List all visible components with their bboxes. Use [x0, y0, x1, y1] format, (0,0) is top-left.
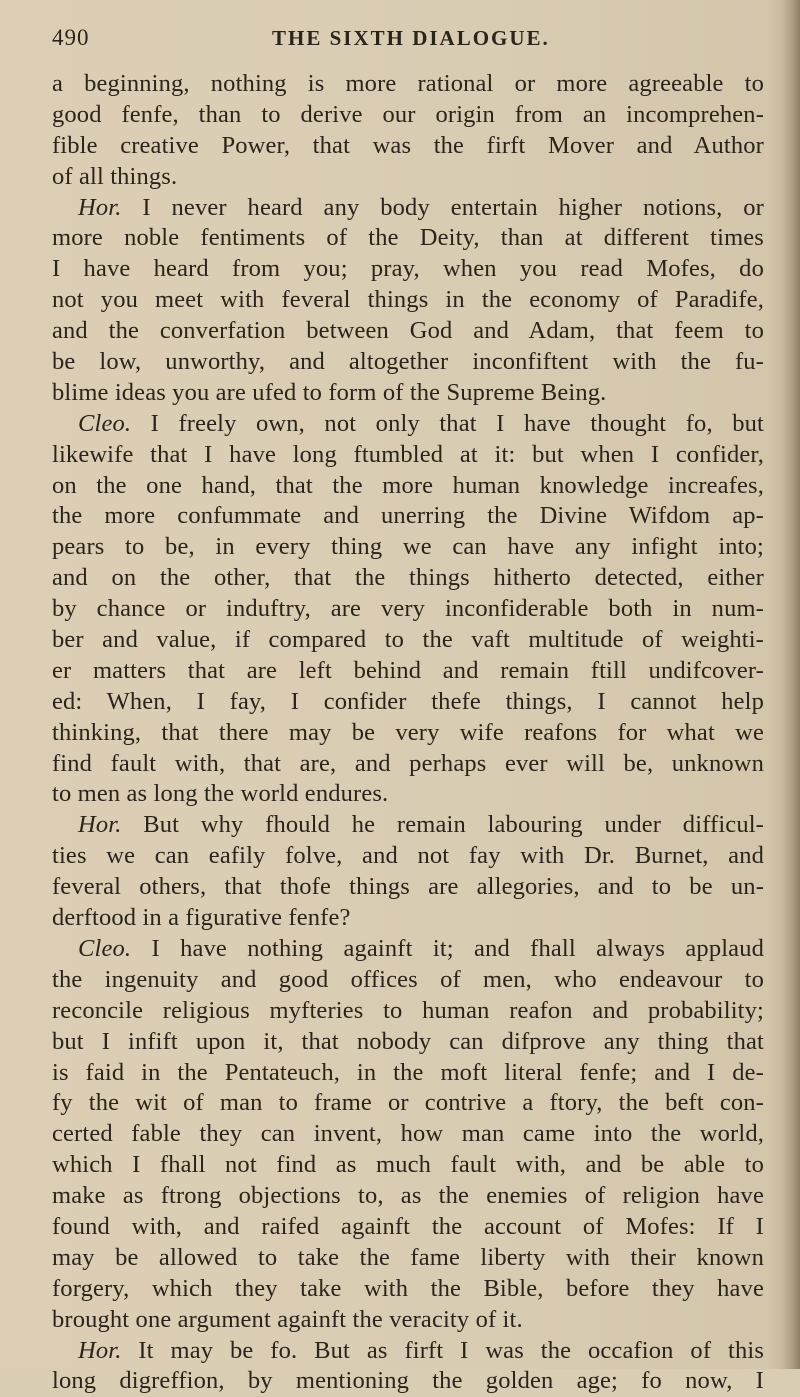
speaker-name: Hor.	[78, 811, 122, 839]
text-line	[52, 934, 764, 965]
text-line	[52, 409, 764, 440]
page-edge-shadow	[782, 0, 800, 1369]
line-text: and the converfation between God and Adam, that feem to	[52, 317, 764, 345]
text-line	[52, 100, 764, 131]
text-line	[52, 996, 764, 1027]
text-line	[52, 378, 764, 409]
line-text: blime ideas you are ufed to form of the Supreme Being.	[52, 378, 607, 406]
text-line	[52, 1305, 764, 1336]
line-text: I have heard from you; pray, when you read Mofes, do	[52, 255, 764, 283]
text-line	[52, 1274, 764, 1305]
text-line	[52, 749, 764, 780]
text-line	[52, 532, 764, 563]
line-text: I never heard any body entertain higher notions, or	[121, 193, 764, 221]
text-line	[52, 625, 764, 656]
line-text: forgery, which they take with the Bible, before they have	[52, 1274, 764, 1302]
line-text: ties we can eafily folve, and not fay with Dr. Burnet, and	[52, 842, 764, 870]
line-text: But why fhould he remain labouring under difficul-	[121, 811, 764, 839]
line-text: er matters that are left behind and remain ftill undifcover-	[52, 656, 764, 684]
text-line	[52, 718, 764, 749]
text-line	[52, 872, 764, 903]
text-line	[52, 841, 764, 872]
text-line	[52, 347, 764, 378]
line-text: brought one argument againft the veracity of it.	[52, 1305, 523, 1333]
text-line	[52, 223, 764, 254]
text-line	[52, 440, 764, 471]
text-line	[52, 1058, 764, 1089]
text-line	[52, 1027, 764, 1058]
text-line	[52, 501, 764, 532]
line-text: which I fhall not find as much fault with, and be able to	[52, 1151, 764, 1179]
line-text: is faid in the Pentateuch, in the moft literal fenfe; and I de-	[52, 1058, 764, 1086]
speaker-name: Cleo.	[78, 409, 132, 437]
line-text: ed: When, I fay, I confider thefe things, I cannot help	[52, 687, 764, 715]
line-text: be low, unworthy, and altogether inconfiftent with the fu-	[52, 348, 764, 376]
line-text: reconcile religious myfteries to human reafon and probability;	[52, 996, 764, 1024]
line-text: more noble fentiments of the Deity, than at different times	[52, 224, 764, 252]
text-line	[52, 69, 764, 100]
page-number: 490	[52, 25, 90, 50]
line-text: on the one hand, that the more human knowledge increafes,	[52, 471, 764, 499]
speaker-name: Hor.	[78, 193, 122, 221]
running-head	[52, 14, 752, 62]
line-text: feveral others, that thofe things are allegories, and to be un-	[52, 873, 764, 901]
text-line	[52, 965, 764, 996]
text-line	[52, 903, 764, 934]
text-line	[52, 1088, 764, 1119]
speaker-name: Cleo.	[78, 934, 132, 962]
line-text: of all things.	[52, 162, 178, 190]
line-text: ber and value, if compared to the vaft multitude of weighti-	[52, 626, 764, 654]
body-text	[52, 69, 764, 1397]
text-line	[52, 656, 764, 687]
text-line	[52, 1336, 764, 1367]
text-line	[52, 316, 764, 347]
text-line	[52, 1243, 764, 1274]
text-line	[52, 193, 764, 224]
line-text: long digreffion, by mentioning the golden age; fo now, I	[52, 1367, 764, 1395]
line-text: found with, and raifed againft the account of Mofes: If I	[52, 1212, 764, 1240]
line-text: the more confummate and unerring the Divine Wifdom ap-	[52, 502, 764, 530]
line-text: certed fable they can invent, how man came into the world,	[52, 1120, 764, 1148]
line-text: fible creative Power, that was the firft Mover and Author	[52, 131, 764, 159]
text-line	[52, 687, 764, 718]
line-text: It may be fo. But as firft I was the occafion of this	[121, 1336, 764, 1364]
line-text: fy the wit of man to frame or contrive a ftory, the beft con-	[52, 1089, 764, 1117]
text-line	[52, 254, 764, 285]
text-line	[52, 131, 764, 162]
text-line	[52, 1181, 764, 1212]
text-line	[52, 162, 764, 193]
line-text: good fenfe, than to derive our origin from an incomprehen-	[52, 100, 764, 128]
line-text: thinking, that there may be very wife reafons for what we	[52, 718, 764, 746]
line-text: but I infift upon it, that nobody can difprove any thing that	[52, 1027, 764, 1055]
line-text: may be allowed to take the fame liberty with their known	[52, 1243, 764, 1271]
line-text: to men as long the world endures.	[52, 780, 389, 808]
line-text: a beginning, nothing is more rational or more agreeable to	[52, 70, 764, 97]
line-text: find fault with, that are, and perhaps ever will be, unknown	[52, 749, 764, 777]
text-line	[52, 779, 764, 810]
text-line	[52, 285, 764, 316]
line-text: pears to be, in every thing we can have any infight into;	[52, 533, 764, 561]
line-text: likewife that I have long ftumbled at it: but when I confider,	[52, 440, 764, 468]
line-text: and on the other, that the things hitherto detected, either	[52, 564, 764, 592]
text-line	[52, 1150, 764, 1181]
text-line	[52, 810, 764, 841]
text-line	[52, 594, 764, 625]
running-title: THE SIXTH DIALOGUE.	[272, 25, 550, 50]
text-line	[52, 1119, 764, 1150]
line-text: by chance or induftry, are very inconfiderable both in num-	[52, 595, 764, 623]
text-line	[52, 1366, 764, 1397]
text-line	[52, 1212, 764, 1243]
text-line	[52, 563, 764, 594]
text-line	[52, 471, 764, 502]
speaker-name: Hor.	[78, 1336, 122, 1364]
line-text: derftood in a figurative fenfe?	[52, 904, 351, 932]
line-text: not you meet with feveral things in the economy of Paradife,	[52, 286, 764, 314]
line-text: I freely own, not only that I have thought fo, but	[131, 409, 764, 437]
line-text: the ingenuity and good offices of men, who endeavour to	[52, 965, 764, 993]
line-text: I have nothing againft it; and fhall always applaud	[131, 934, 764, 962]
line-text: make as ftrong objections to, as the enemies of religion have	[52, 1182, 764, 1210]
